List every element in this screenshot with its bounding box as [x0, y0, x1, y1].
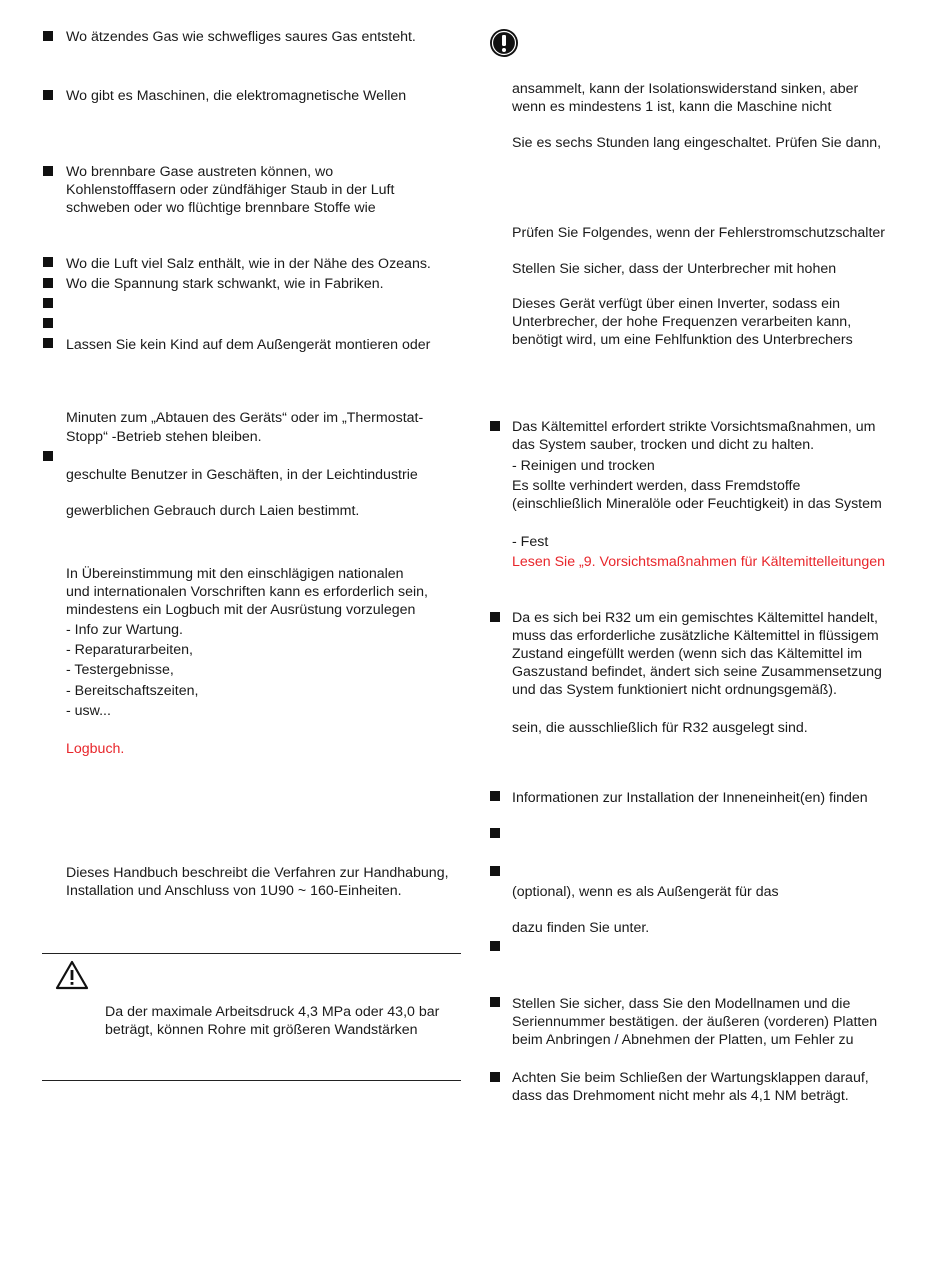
- text-model-2: Seriennummer bestätigen. der äußeren (vorderen) Platten: [512, 1014, 878, 1030]
- text-inverter-1: Dieses Gerät verfügt über einen Inverter, sodass ein: [512, 296, 841, 312]
- text-model-1: Stellen Sie sicher, dass Sie den Modellnamen und die: [512, 996, 851, 1012]
- bullet-square: [490, 866, 500, 876]
- list-item-log: - Reparaturarbeiten,: [66, 642, 193, 658]
- text-warning-1: Da der maximale Arbeitsdruck 4,3 MPa oder 43,0 bar: [105, 1004, 440, 1020]
- text-optional: (optional), wenn es als Außengerät für das: [512, 884, 779, 900]
- divider-bottom: [42, 1080, 461, 1081]
- text-torque-2: dass das Drehmoment nicht mehr als 4,1 NM beträgt.: [512, 1088, 849, 1104]
- bullet-square: [490, 612, 500, 622]
- bullet-text-flammable-1: Wo brennbare Gase austreten können, wo: [66, 164, 334, 180]
- text-warning-2: beträgt, können Rohre mit größeren Wandstärken: [105, 1022, 418, 1038]
- bullet-text-corrosive-gas: Wo ätzendes Gas wie schwefliges saures Gas entsteht.: [66, 29, 416, 45]
- warning-triangle-icon: [55, 960, 89, 990]
- text-manual-1: Dieses Handbuch beschreibt die Verfahren zur Handhabung,: [66, 865, 449, 881]
- bullet-text-electromagnetic: Wo gibt es Maschinen, die elektromagnetische Wellen: [66, 88, 407, 104]
- text-r32-5: und das System funktioniert nicht ordnungsgemäß).: [512, 682, 837, 698]
- read-section-9-link-text: Lesen Sie „9. Vorsichtsmaßnahmen für Kältemittelleitungen: [512, 554, 886, 570]
- bullet-square: [490, 1072, 500, 1082]
- divider-top: [42, 953, 461, 954]
- text-r32-4: Gaszustand befindet, ändert sich seine Zusammensetzung: [512, 664, 882, 680]
- text-insulation-2: wenn es mindestens 1 ist, kann die Maschine nicht: [512, 99, 832, 115]
- text-see-under: dazu finden Sie unter.: [512, 920, 650, 936]
- bullet-text-child: Lassen Sie kein Kind auf dem Außengerät montieren oder: [66, 337, 431, 353]
- text-defrost-2: Stopp“ -Betrieb stehen bleiben.: [66, 429, 262, 445]
- text-indoor: Informationen zur Installation der Inneneinheit(en) finden: [512, 790, 868, 806]
- text-lay-use: gewerblichen Gebrauch durch Laien bestimmt.: [66, 503, 360, 519]
- text-regs-1: In Übereinstimmung mit den einschlägigen nationalen: [66, 566, 404, 582]
- bullet-text-salt: Wo die Luft viel Salz enthält, wie in der Nähe des Ozeans.: [66, 256, 431, 272]
- text-ensure: Stellen Sie sicher, dass der Unterbrecher mit hohen: [512, 261, 837, 277]
- text-r32-3: Zustand eingefüllt werden (wenn sich das Kältemittel im: [512, 646, 863, 662]
- text-inverter-2: Unterbrecher, der hohe Frequenzen verarbeiten kann,: [512, 314, 852, 330]
- text-refrigerant-3: - Reinigen und trocken: [512, 458, 655, 474]
- bullet-square: [490, 828, 500, 838]
- text-check: Prüfen Sie Folgendes, wenn der Fehlerstromschutzschalter: [512, 225, 885, 241]
- text-regs-2: und internationalen Vorschriften kann es erforderlich sein,: [66, 584, 428, 600]
- text-r32-2: muss das erforderliche zusätzliche Kältemittel in flüssigem: [512, 628, 879, 644]
- text-fest: - Fest: [512, 534, 549, 550]
- text-r32-only: sein, die ausschließlich für R32 ausgelegt sind.: [512, 720, 808, 736]
- text-torque-1: Achten Sie beim Schließen der Wartungsklappen darauf,: [512, 1070, 869, 1086]
- list-item-log: - Info zur Wartung.: [66, 622, 183, 638]
- list-item-log: - Testergebnisse,: [66, 662, 174, 678]
- text-insulation-1: ansammelt, kann der Isolationswiderstand sinken, aber: [512, 81, 859, 97]
- bullet-square: [43, 451, 53, 461]
- bullet-square: [43, 278, 53, 288]
- bullet-square: [490, 997, 500, 1007]
- bullet-square: [43, 318, 53, 328]
- text-refrigerant-5: (einschließlich Mineralöle oder Feuchtigkeit) in das System: [512, 496, 882, 512]
- text-six-hours: Sie es sechs Stunden lang eingeschaltet. Prüfen Sie dann,: [512, 135, 882, 151]
- text-manual-2: Installation und Anschluss von 1U90 ~ 160-Einheiten.: [66, 883, 402, 899]
- bullet-square: [43, 31, 53, 41]
- bullet-square: [43, 90, 53, 100]
- bullet-square: [43, 257, 53, 267]
- bullet-square: [43, 338, 53, 348]
- text-users: geschulte Benutzer in Geschäften, in der Leichtindustrie: [66, 467, 418, 483]
- text-refrigerant-4: Es sollte verhindert werden, dass Fremdstoffe: [512, 478, 801, 494]
- bullet-square: [490, 421, 500, 431]
- bullet-text-voltage: Wo die Spannung stark schwankt, wie in Fabriken.: [66, 276, 384, 292]
- logbook-link-text: Logbuch.: [66, 741, 125, 757]
- text-regs-3: mindestens ein Logbuch mit der Ausrüstung vorzulegen: [66, 602, 416, 618]
- bullet-square: [43, 298, 53, 308]
- bullet-text-flammable-2: Kohlenstofffasern oder zündfähiger Staub in der Luft: [66, 182, 395, 198]
- bullet-square: [43, 166, 53, 176]
- exclamation-circle-icon: [489, 28, 519, 58]
- text-r32-1: Da es sich bei R32 um ein gemischtes Kältemittel handelt,: [512, 610, 878, 626]
- text-defrost-1: Minuten zum „Abtauen des Geräts“ oder im „Thermostat-: [66, 410, 424, 426]
- bullet-square: [490, 941, 500, 951]
- text-refrigerant-1: Das Kältemittel erfordert strikte Vorsichtsmaßnahmen, um: [512, 419, 876, 435]
- bullet-text-flammable-3: schweben oder wo flüchtige brennbare Stoffe wie: [66, 200, 376, 216]
- list-item-log: - Bereitschaftszeiten,: [66, 683, 199, 699]
- text-inverter-3: benötigt wird, um eine Fehlfunktion des Unterbrechers: [512, 332, 853, 348]
- text-model-3: beim Anbringen / Abnehmen der Platten, um Fehler zu: [512, 1032, 854, 1048]
- bullet-square: [490, 791, 500, 801]
- text-refrigerant-2: das System sauber, trocken und dicht zu halten.: [512, 437, 815, 453]
- list-item-log: - usw...: [66, 703, 111, 719]
